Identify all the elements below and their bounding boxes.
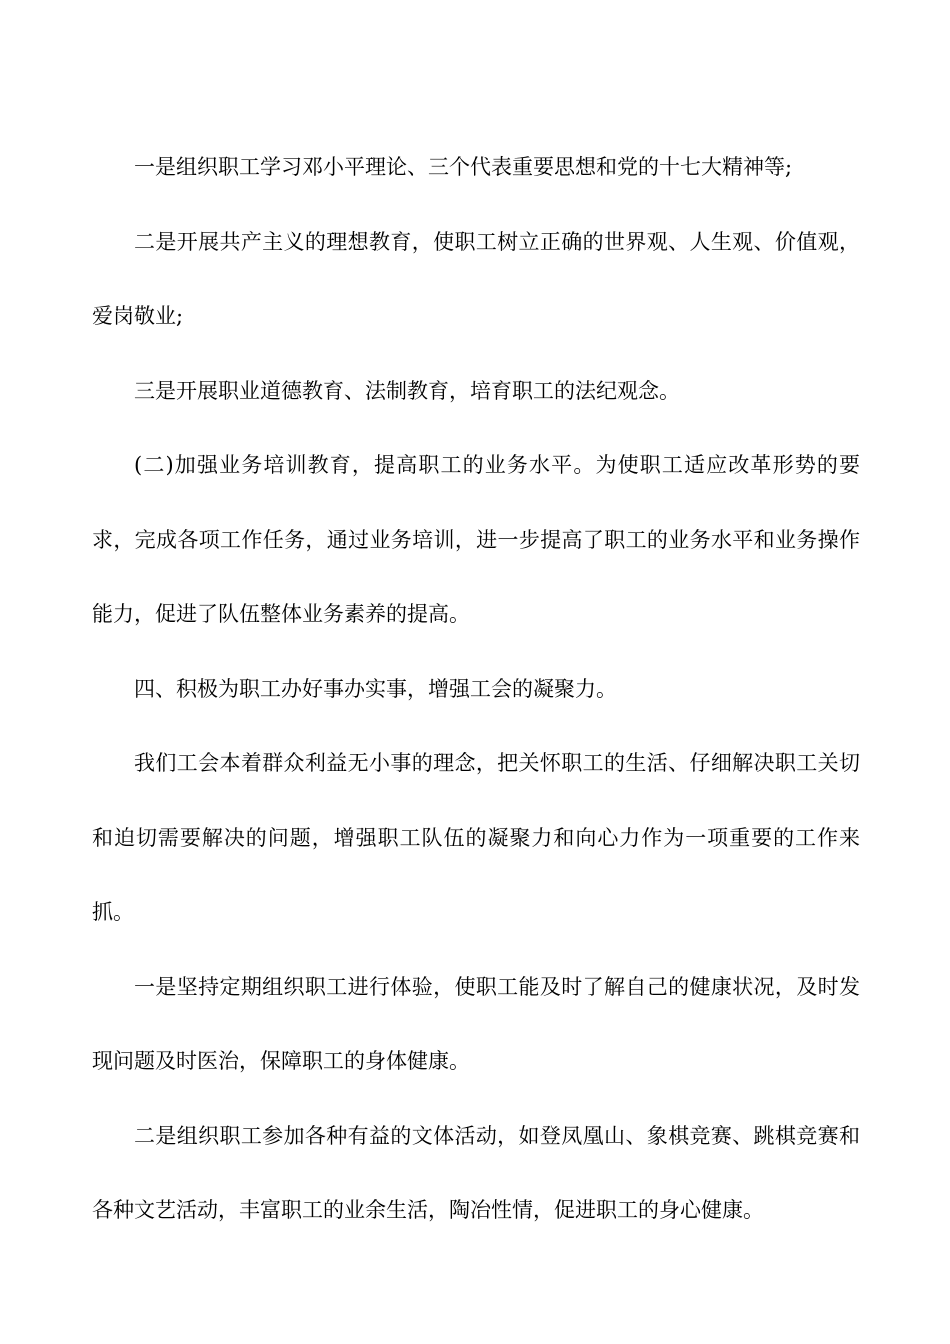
paragraph-cultural-activities: 二是组织职工参加各种有益的文体活动，如登凤凰山、象棋竞赛、跳棋竞赛和各种文艺活动，丰富职工的业余生活，陶冶性情，促进职工的身心健康。	[92, 1123, 860, 1222]
document-body	[92, 130, 860, 1248]
paragraph-union-care: 我们工会本着群众利益无小事的理念，把关怀职工的生活、仔细解决职工关切和迫切需要解决的问题，增强职工队伍的凝聚力和向心力作为一项重要的工作来抓。	[92, 751, 860, 924]
paragraph-health-checkup: 一是坚持定期组织职工进行体验，使职工能及时了解自己的健康状况，及时发现问题及时医治，保障职工的身体健康。	[92, 974, 860, 1073]
paragraph-business-training: (二)加强业务培训教育，提高职工的业务水平。为使职工适应改革形势的要求，完成各项工作任务，通过业务培训，进一步提高了职工的业务水平和业务操作能力，促进了队伍整体业务素养的提高。	[92, 453, 860, 626]
paragraph-ideal-education: 二是开展共产主义的理想教育，使职工树立正确的世界观、人生观、价值观，爱岗敬业;	[92, 229, 860, 328]
section-heading-four: 四、积极为职工办好事办实事，增强工会的凝聚力。	[134, 676, 617, 701]
paragraph-study-theory: 一是组织职工学习邓小平理论、三个代表重要思想和党的十七大精神等;	[134, 155, 793, 179]
paragraph-ethics-education: 三是开展职业道德教育、法制教育，培育职工的法纪观念。	[134, 378, 680, 403]
